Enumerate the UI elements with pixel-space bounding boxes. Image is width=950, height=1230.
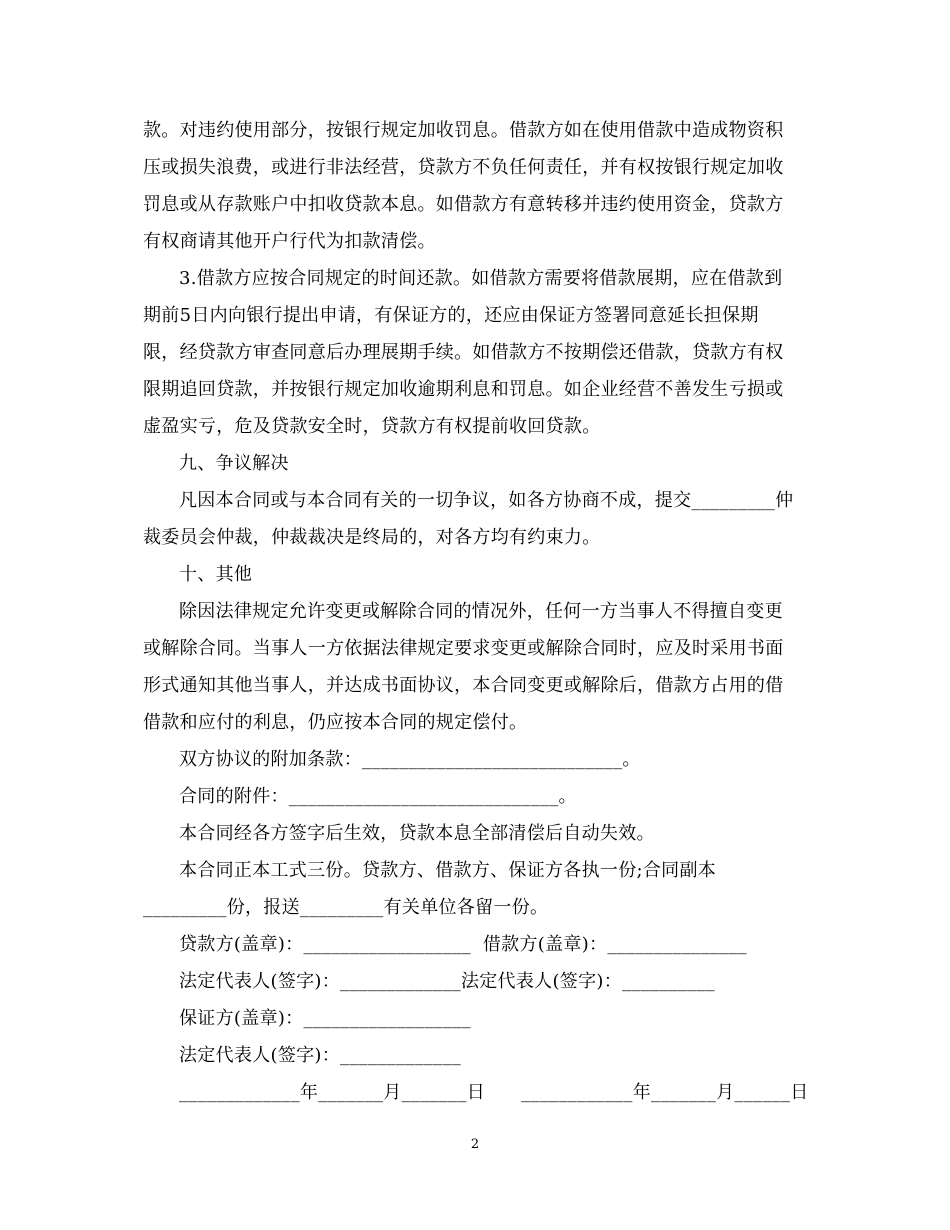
clause-3-first-line: 3.借款方应按合同规定的时间还款。如借款方需要将借款展期，应在借款到 [179,268,783,289]
body-text-line: 或解除合同。当事人一方依据法律规定要求变更或解除合同时，应及时采用书面 [143,638,784,659]
signature-line-guarantor: 保证方(盖章)：__________________ [179,1008,471,1029]
signature-line-lender-borrower: 贷款方(盖章)：__________________ 借款方(盖章)：_______________ [179,934,747,955]
additional-terms-line: 双方协议的附加条款：____________________________。 [179,749,641,770]
body-text-line: 限，经贷款方审查同意后办理展期手续。如借款方不按期偿还借款，贷款方有权 [143,342,784,363]
body-text-line: 凡因本合同或与本合同有关的一切争议，如各方协商不成，提交_________仲 [179,490,794,511]
attachments-line: 合同的附件：_____________________________。 [179,786,577,807]
body-text-line: 期前5日内向银行提出申请，有保证方的，还应由保证方签署同意延长担保期 [143,305,759,326]
page-number: 2 [470,1137,480,1152]
signature-line-guarantor-representative: 法定代表人(签字)：_____________ [179,1045,461,1066]
date-line: _____________年_______月_______日 ____________年_______月______日 [179,1082,809,1103]
body-text-line: 款。对违约使用部分，按银行规定加收罚息。借款方如在使用借款中造成物资积 [143,120,784,141]
body-text-line: 借款和应付的利息，仍应按本合同的规定偿付。 [143,712,528,733]
body-text-line: 有权商请其他开户行代为扣款清偿。 [143,231,436,252]
section-heading-dispute: 九、争议解决 [179,453,289,474]
body-text-line: 罚息或从存款账户中扣收贷款本息。如借款方有意转移并违约使用资金，贷款方 [143,194,784,215]
body-text-line: 除因法律规定允许变更或解除合同的情况外，任何一方当事人不得擅自变更 [179,601,783,622]
section-heading-other: 十、其他 [179,564,253,585]
effectiveness-line: 本合同经各方签字后生效，贷款本息全部清偿后自动失效。 [179,823,655,844]
body-text-line: 裁委员会仲裁，仲裁裁决是终局的，对各方均有约束力。 [143,527,601,548]
body-text-line: 形式通知其他当事人，并达成书面协议，本合同变更或解除后，借款方占用的借 [143,675,784,696]
copies-line-continued: _________份，报送_________有关单位各留一份。 [143,897,549,918]
body-text-line: 压或损失浪费，或进行非法经营，贷款方不负任何责任，并有权按银行规定加收 [143,157,784,178]
body-text-line: 限期追回贷款，并按银行规定加收逾期利息和罚息。如企业经营不善发生亏损或 [143,379,784,400]
copies-line: 本合同正本工式三份。贷款方、借款方、保证方各执一份;合同副本 [179,860,717,881]
body-text-line: 虚盈实亏，危及贷款安全时，贷款方有权提前收回贷款。 [143,416,601,437]
signature-line-representatives: 法定代表人(签字)：_____________法定代表人(签字)：__________ [179,971,715,992]
